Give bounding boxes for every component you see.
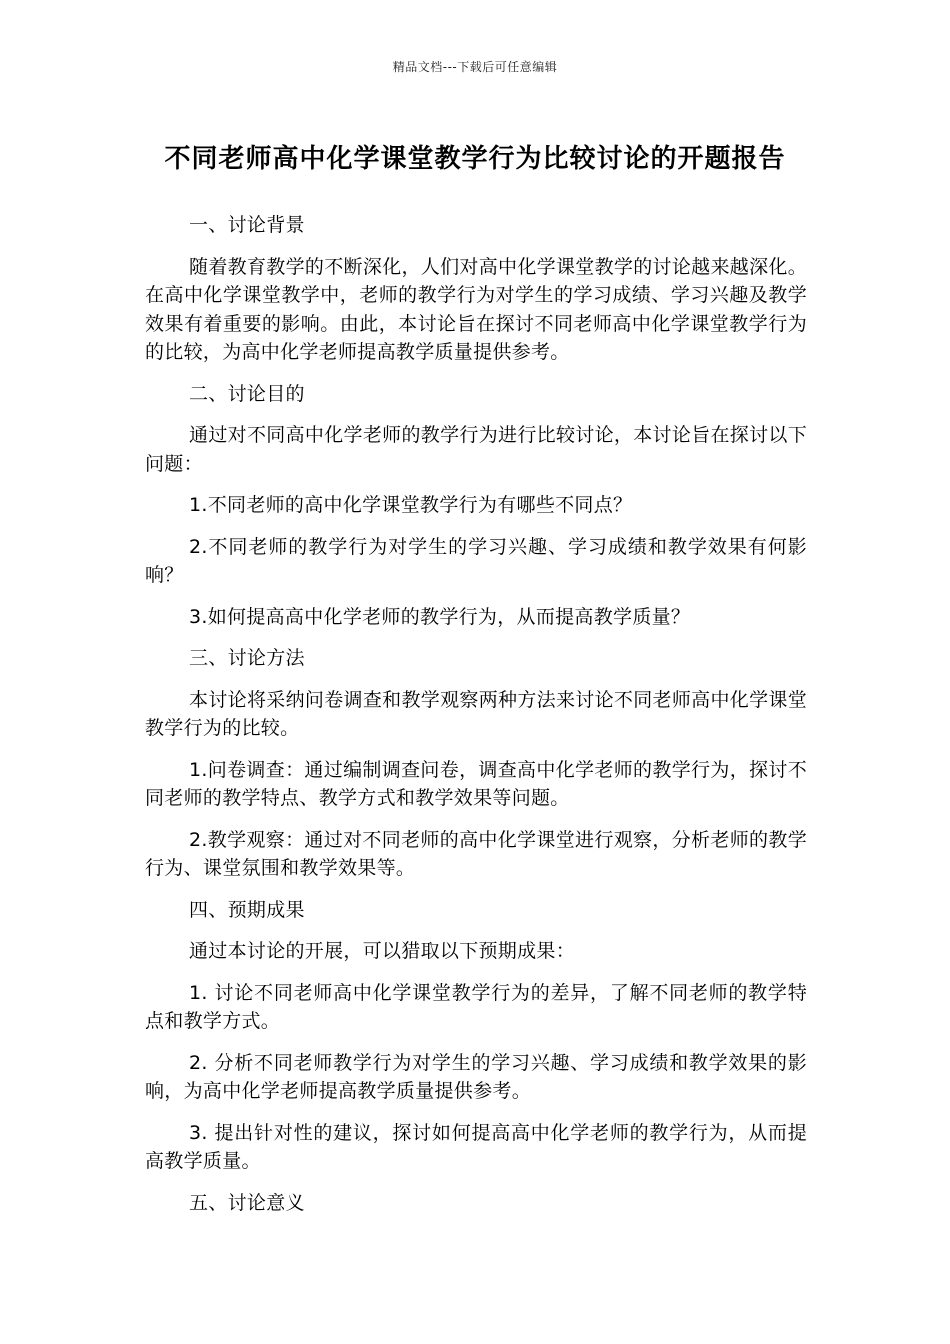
document-title: 不同老师高中化学课堂教学行为比较讨论的开题报告	[164, 144, 786, 174]
header-note: 精品文档---下载后可任意编辑	[392, 60, 558, 74]
document-body	[145, 211, 807, 1230]
outcome-item-2: 2. 分析不同老师教学行为对学生的学习兴趣、学习成绩和教学效果的影响，为高中化学老师提高教学质量提供参考。	[145, 1051, 807, 1102]
purpose-item-2: 2.不同老师的教学行为对学生的学习兴趣、学习成绩和教学效果有何影响？	[145, 535, 807, 586]
paragraph-background: 随着教育教学的不断深化，人们对高中化学课堂教学的讨论越来越深化。在高中化学课堂教学中，老师的教学行为对学生的学习成绩、学习兴趣及教学效果有着重要的影响。由此，本讨论旨在探讨不同老师高中化学课堂教学行为的比较，为高中化学老师提高教学质量提供参考。	[145, 255, 807, 363]
paragraph-outcomes-intro: 通过本讨论的开展，可以猎取以下预期成果：	[189, 940, 576, 962]
paragraph-purpose-intro: 通过对不同高中化学老师的教学行为进行比较讨论，本讨论旨在探讨以下问题：	[145, 424, 807, 475]
section-heading-purpose: 二、讨论目的	[189, 382, 305, 405]
outcome-item-3: 3. 提出针对性的建议，探讨如何提高高中化学老师的教学行为，从而提高教学质量。	[145, 1121, 807, 1172]
section-heading-method: 三、讨论方法	[189, 647, 305, 669]
section-heading-outcomes: 四、预期成果	[189, 898, 305, 921]
section-heading-significance: 五、讨论意义	[189, 1191, 305, 1214]
purpose-item-3: 3.如何提高高中化学老师的教学行为，从而提高教学质量？	[189, 605, 691, 628]
section-heading-background: 一、讨论背景	[189, 214, 305, 236]
purpose-item-1: 1.不同老师的高中化学课堂教学行为有哪些不同点？	[189, 494, 633, 516]
method-item-1: 1.问卷调查：通过编制调查问卷，调查高中化学老师的教学行为，探讨不同老师的教学特点、教学方式和教学效果等问题。	[145, 758, 807, 809]
outcome-item-1: 1. 讨论不同老师高中化学课堂教学行为的差异，了解不同老师的教学特点和教学方式。	[145, 981, 807, 1032]
paragraph-method-intro: 本讨论将采纳问卷调查和教学观察两种方法来讨论不同老师高中化学课堂教学行为的比较。	[145, 688, 807, 739]
method-item-2: 2.教学观察：通过对不同老师的高中化学课堂进行观察，分析老师的教学行为、课堂氛围和教学效果等。	[145, 828, 807, 879]
